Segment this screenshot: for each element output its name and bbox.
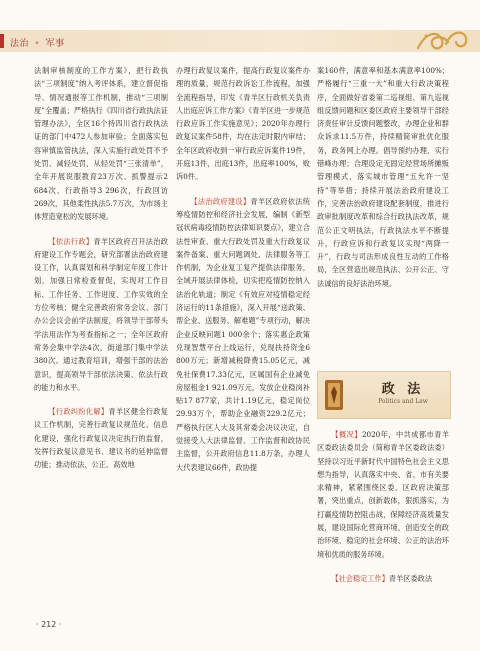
paragraph-text: 青羊区健全行政复议工作机制，完善行政复议规范化、信息化建设，强化行政复议决定执行的监督，发挥行政复议意见书、建议书的延伸监督功能；推动依法、公正、高效地 bbox=[34, 407, 168, 470]
column-middle bbox=[176, 64, 310, 474]
column-right-top bbox=[317, 64, 449, 366]
section-title: 政 法 bbox=[381, 382, 425, 397]
header-section: 法治 bbox=[10, 39, 30, 49]
paragraph-fazhi bbox=[176, 195, 310, 474]
paragraph-wending bbox=[317, 572, 449, 585]
section-tag: 【依法行政】 bbox=[48, 236, 94, 246]
paragraph-jiufen bbox=[34, 405, 168, 471]
paragraph-text: 青羊区政府依法统筹疫情防控和经济社会发展，编制《新型冠状病毒疫情防控法律知识要点》，建立合法性审查、重大行政处罚及重大行政复议案件备案、重大问题调处、法律服务等工作机制，为企业复工复产提供法律服务，全域开展法律体检，切实把疫情防控纳入法治化轨道；制定《有效应对疫情稳定经济运行的11条措施》，深入开展“送政策、帮企业、送服务、解难题”专项行动，解决企业反映问题1 000余个；落实惠企政策兑现智慧平台上线运行，兑现扶持资金6 800万元；新增减税降费15.05亿元，减免社保费17.33亿元，区属国有企业减免房屋租金1 921.09万元，发放企业稳岗补贴17 877家，共计1.19亿元，稳定岗位29.93万个，帮助企业融资229.2亿元；严格执行区人大及其常委会决议决定，自觉接受人大法律监督、工作监督和政协民主监督，公开政府信息11.8万条，办理人大代表建议66件，政协提 bbox=[176, 196, 310, 472]
paragraph-gaikuang bbox=[317, 428, 449, 561]
section-tag: 【概况】 bbox=[331, 430, 362, 439]
header-accent-mark bbox=[0, 34, 4, 48]
column-left bbox=[34, 64, 168, 472]
section-tag: 【法治政府建设】 bbox=[190, 196, 251, 206]
section-tag: 【行政纠纷化解】 bbox=[48, 407, 109, 417]
header-title bbox=[10, 36, 65, 49]
header-separator: • bbox=[34, 39, 41, 49]
section-subtitle: Politics and Law bbox=[378, 398, 428, 405]
section-tag: 【社会稳定工作】 bbox=[331, 573, 389, 583]
paragraph-text: 青羊区政府召开法治政府建设工作专题会，研究部署法治政府建设工作，认真谋划和科学制定年度工作计划，加强日常检查督促，实现对工作目标、工作任务、工作进度、工作实效的全方位考核；健全完善政府常务会议、部门办公会议会前学法制度，将领导干部带头学法用法作为考查指标之一；全年区政府常务会集中学法4次，街道部门集中学法380次。通过教育培训，增强干部的法治意识，提高领导干部依法决策、依法行政的能力和水平。 bbox=[34, 236, 168, 392]
header-band bbox=[0, 30, 480, 52]
paragraph-text: 青羊区委政法 bbox=[388, 573, 433, 583]
section-banner bbox=[317, 371, 451, 419]
paragraph: 办理行政复议案件，提高行政复议案件办理的质量，规范行政诉讼工作流程，加强全流程指导，印发《青羊区行政机关负责人出庭应诉工作方案》《青羊区进一步规范行政应诉工作实施意见》；2020年办理行政复议案件58件，均在法定时限内审结；全年区政府收到一审行政应诉案件19件，开庭13件，出庭13件，出庭率100%，败诉0件。 bbox=[176, 66, 310, 182]
paragraph: 案160件，满意率和基本满意率100%；严格履行“三重一大”和重大行政决策程序，全面做好省委第二巡视组、第九巡视组反馈问题和区委区政府主要领导干部经济责任审计反馈问题整改，办理企业和群众诉求11.5万件，持续精简审批优化服务，政务网上办理。倡导预约办理、实行错峰办理；合理设定无固定经营场所摊贩管理模式，落实城市管理“五允许一坚持”等举措；持续开展法治政府建设工作，完善法治政府建设配套制度，推进行政审批制度改革和综合行政执法改革，规范公正文明执法，行政执法水平不断提升，行政应诉和行政复议实现“两降一升”，行政与司法形成良性互动的工作格局，全区营造出规范执法、公开公正、守法诚信的良好法治环境。 bbox=[317, 66, 449, 288]
paragraph-text: 2020年，中共成都市青羊区委政法委员会（简称青羊区委政法委）坚持以习近平新时代中国特色社会主义思想为指导，认真落实中央、省、市有关要求精神，紧紧围绕区委、区政府决策部署，突出重点，创新载体，狠抓落实，为打赢疫情防控阻击战，保障经济高质量发展，建设国际化营商环境，创造安全的政治环境、稳定的社会环境、公正的法治环境和优质的服务环境。 bbox=[317, 430, 449, 559]
page-header bbox=[0, 0, 480, 56]
paragraph: 法制审核制度的工作方案》，把行政执法“三项制度”纳入考评体系，建立督促指导、情况通报等工作机制，推动“三项制度”全覆盖；严格执行《四川省行政执法证管理办法》，全区16个持四川省行政执法证的部门中472人参加审验；全面落实包容审慎监管执法，深入实施行政处罚不予处罚、减轻处罚、从轻处罚“三张清单”，全年开展说服教育23万次、抓警提示2 684次、行政指导3 296次，行政回访269次，其他柔性执法5.7万次，为市场主体营造宽松的发展环境。 bbox=[34, 66, 168, 222]
column-right-bottom bbox=[317, 428, 449, 585]
emblem-icon bbox=[322, 378, 346, 412]
header-swirl-icon bbox=[412, 22, 472, 58]
header-subsection: 军事 bbox=[45, 39, 65, 49]
page-number: · 212 · bbox=[36, 620, 62, 629]
paragraph-yifa bbox=[34, 235, 168, 395]
